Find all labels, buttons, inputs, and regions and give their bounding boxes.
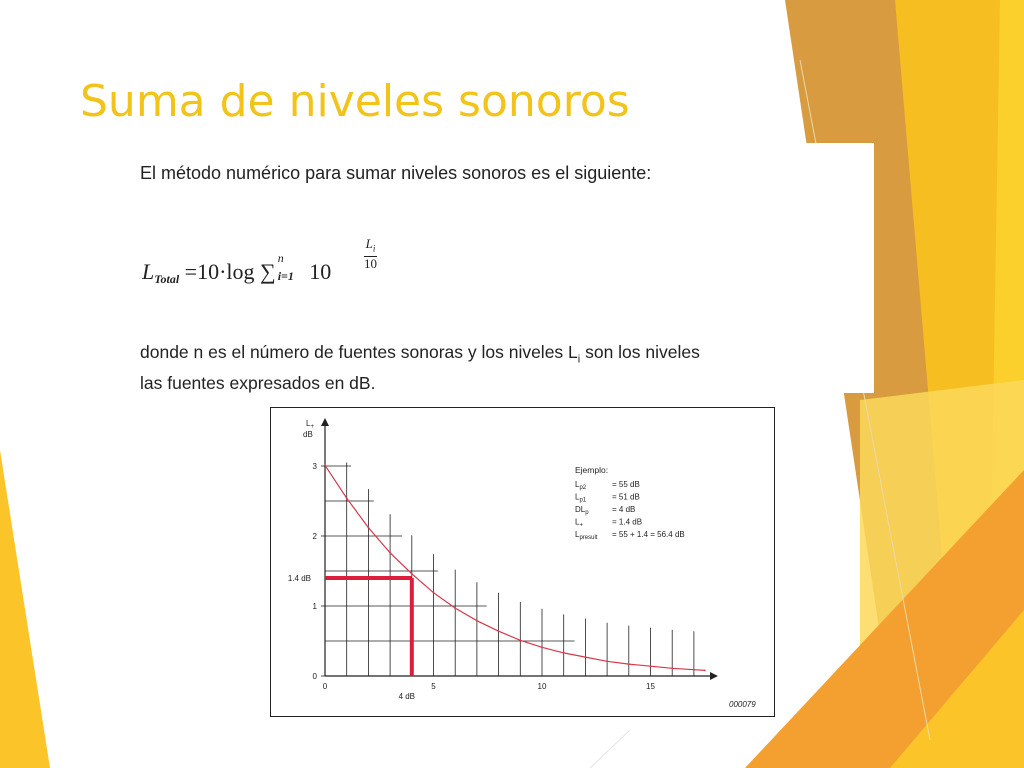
example-highlight bbox=[288, 574, 415, 701]
level-addition-chart bbox=[271, 408, 776, 718]
chart-frame bbox=[270, 407, 775, 717]
annotation-row-value: = 51 dB bbox=[612, 492, 640, 502]
slide-title: Suma de niveles sonoros bbox=[80, 76, 630, 127]
highlight-x-label: 4 dB bbox=[398, 692, 416, 701]
description-text bbox=[140, 341, 700, 395]
formula-sum-symbol: ∑ bbox=[260, 259, 276, 284]
annotation-row-label: $L_{p1}$ bbox=[575, 492, 587, 504]
y-tick-label: 2 bbox=[312, 532, 317, 541]
curve-point bbox=[368, 527, 370, 529]
curve-point bbox=[585, 656, 587, 658]
curve-points bbox=[324, 464, 706, 671]
formula-exponent-numerator bbox=[364, 237, 377, 257]
formula-exponent-denominator: 10 bbox=[364, 255, 377, 271]
y-tick-label: 3 bbox=[312, 462, 317, 471]
curve-point bbox=[541, 646, 543, 648]
y-axis-label: $L_+$ bbox=[306, 419, 314, 430]
x-axis-arrow bbox=[710, 672, 718, 680]
curve-point bbox=[628, 663, 630, 665]
formula-lhs-subscript: Total bbox=[154, 272, 180, 286]
formula-equals-log: =10·log bbox=[184, 259, 255, 284]
curve-point bbox=[476, 620, 478, 622]
description-line1-sub: i bbox=[577, 353, 581, 366]
curve-point bbox=[498, 630, 500, 632]
y-axis-unit: dB bbox=[303, 430, 313, 439]
description-line1-post: son los niveles bbox=[580, 342, 700, 362]
curve-point bbox=[704, 670, 706, 672]
annotation-row-value: = 4 dB bbox=[612, 505, 636, 514]
x-tick-label: 0 bbox=[322, 682, 328, 691]
curve-point bbox=[606, 660, 608, 662]
formula-sum-upper: n bbox=[277, 251, 284, 265]
formula-exponent bbox=[364, 237, 377, 271]
y-tick-label: 0 bbox=[312, 672, 317, 681]
annotation-row-label: $DL_p$ bbox=[575, 505, 589, 516]
curve-point bbox=[671, 667, 673, 669]
curve-point bbox=[693, 669, 695, 671]
curve-point bbox=[411, 573, 413, 575]
intro-text: El método numérico para sumar niveles sonoros es el siguiente: bbox=[140, 163, 652, 183]
x-tick-label: 5 bbox=[431, 682, 436, 691]
formula-exp-num-sub: i bbox=[372, 243, 376, 254]
curve-point bbox=[519, 639, 521, 641]
formula-sum-limits bbox=[276, 251, 304, 283]
annotation-row-label: $L_{presult}$ bbox=[575, 530, 598, 541]
y-axis-arrow bbox=[321, 418, 329, 426]
curve-point bbox=[346, 497, 348, 499]
left-yellow-sliver bbox=[0, 450, 50, 768]
curve-point bbox=[324, 464, 326, 466]
highlight-y-label: 1.4 dB bbox=[287, 574, 311, 583]
annotation-row-value: = 55 dB bbox=[612, 480, 640, 489]
annotation-row-value: = 1.4 dB bbox=[612, 517, 643, 527]
annotation-row-value: = 55 + 1.4 = 56.4 dB bbox=[612, 530, 685, 539]
formula-lhs: L bbox=[142, 259, 155, 284]
formula-sum-lower: i=1 bbox=[277, 269, 294, 283]
formula-base: 10 bbox=[309, 259, 332, 284]
description-line2: las fuentes expresados en dB. bbox=[140, 372, 376, 393]
x-tick-label: 15 bbox=[646, 682, 655, 691]
curve-point bbox=[389, 552, 391, 554]
figure-code: 000079 bbox=[729, 700, 756, 709]
sum-formula bbox=[142, 236, 402, 299]
curve-point bbox=[650, 665, 652, 667]
x-tick-label: 10 bbox=[537, 682, 547, 691]
formula-exp-num-letter: L bbox=[365, 236, 373, 251]
y-tick-label: 1 bbox=[312, 602, 317, 611]
annotation-heading: Ejemplo: bbox=[575, 465, 609, 475]
example-annotation bbox=[575, 465, 685, 541]
curve-point bbox=[563, 652, 565, 654]
annotation-row-label: $L_{p2}$ bbox=[575, 480, 587, 491]
curve-point bbox=[433, 592, 435, 594]
content-panel bbox=[128, 143, 874, 393]
thin-deco-line bbox=[590, 730, 630, 768]
curve-point bbox=[454, 607, 456, 609]
description-line1-pre: donde n es el número de fuentes sonoras y los niveles L bbox=[140, 342, 578, 362]
level-increment-curve bbox=[325, 465, 705, 670]
formula-main bbox=[142, 251, 332, 287]
annotation-row-label: $L_+$ bbox=[575, 517, 583, 529]
